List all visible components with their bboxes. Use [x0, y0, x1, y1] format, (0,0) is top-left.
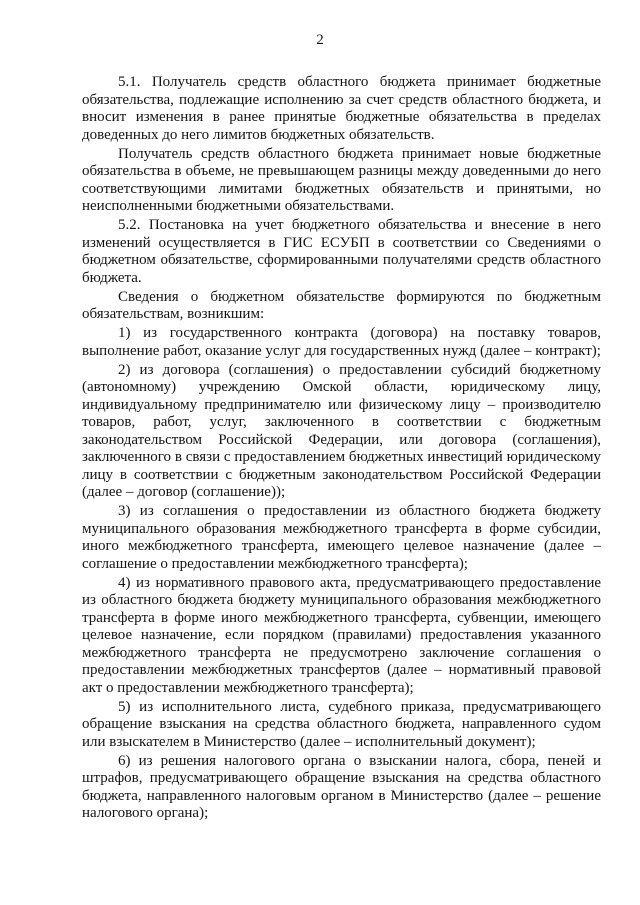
paragraph-obligation-info: Сведения о бюджетном обязательстве формируются по бюджетным обязательствам, возникшим: — [82, 288, 601, 322]
page-number: 2 — [316, 32, 324, 48]
list-item-1: 1) из государственного контракта (договора) на поставку товаров, выполнение работ, оказание услуг для государственных нужд (далее – контракт); — [82, 325, 601, 359]
paragraph-5-2: 5.2. Постановка на учет бюджетного обязательства и внесение в него изменений осуществляется в ГИС ЕСУБП в соответствии со Сведениями о бюджетном обязательстве, сформированными получателями средств областного бюджета. — [82, 217, 601, 286]
list-item-5: 5) из исполнительного листа, судебного приказа, предусматривающего обращение взыскания на средства областного бюджета, направленного судом или взыскателем в Министерство (далее – исполнительный документ); — [82, 698, 601, 750]
paragraph-new-obligations: Получатель средств областного бюджета принимает новые бюджетные обязательства в объеме, не превышающем разницы между доведенными до него соответствующими лимитами бюджетных обязательств и принятыми, но неисполненными бюджетными обязательствами. — [82, 145, 601, 214]
list-item-2: 2) из договора (соглашения) о предоставлении субсидий бюджетному (автономному) учреждению Омской области, юридическому лицу, индивидуальному предпринимателю или физическому лицу – производителю товаров, работ, услуг, заключенного в соответствии с бюджетным законодательством Российской Федерации, или договора (соглашения), заключенного в связи с предоставлением бюджетных инвестиций юридическому лицу в соответствии с бюджетным законодательством Российской Федерации (далее – договор (соглашение)); — [82, 361, 601, 500]
list-item-4: 4) из нормативного правового акта, предусматривающего предоставление из областного бюджета бюджету муниципального образования межбюджетного трансферта в форме иного межбюджетного трансферта, субвенции, имеющего целевое назначение, если порядком (правилами) предоставления указанного межбюджетного трансферта не предусмотрено заключение соглашения о предоставлении межбюджетных трансфертов (далее – нормативный правовой акт о предоставлении межбюджетного трансферта); — [82, 574, 601, 696]
list-item-6: 6) из решения налогового органа о взыскании налога, сбора, пеней и штрафов, предусматривающего обращение взыскания на средства областного бюджета, направленного налоговым органом в Министерство (далее – решение налогового органа); — [82, 752, 601, 821]
paragraph-5-1: 5.1. Получатель средств областного бюджета принимает бюджетные обязательства, подлежащие исполнению за счет средств областного бюджета, и вносит изменения в ранее принятые бюджетные обязательства в пределах доведенных до него лимитов бюджетных обязательств. — [82, 74, 601, 143]
list-item-3: 3) из соглашения о предоставлении из областного бюджета бюджету муниципального образования межбюджетного трансферта в форме субсидии, иного межбюджетного трансферта, имеющего целевое назначение (далее – соглашение о предоставлении межбюджетного трансферта); — [82, 503, 601, 572]
document-body — [82, 74, 601, 824]
